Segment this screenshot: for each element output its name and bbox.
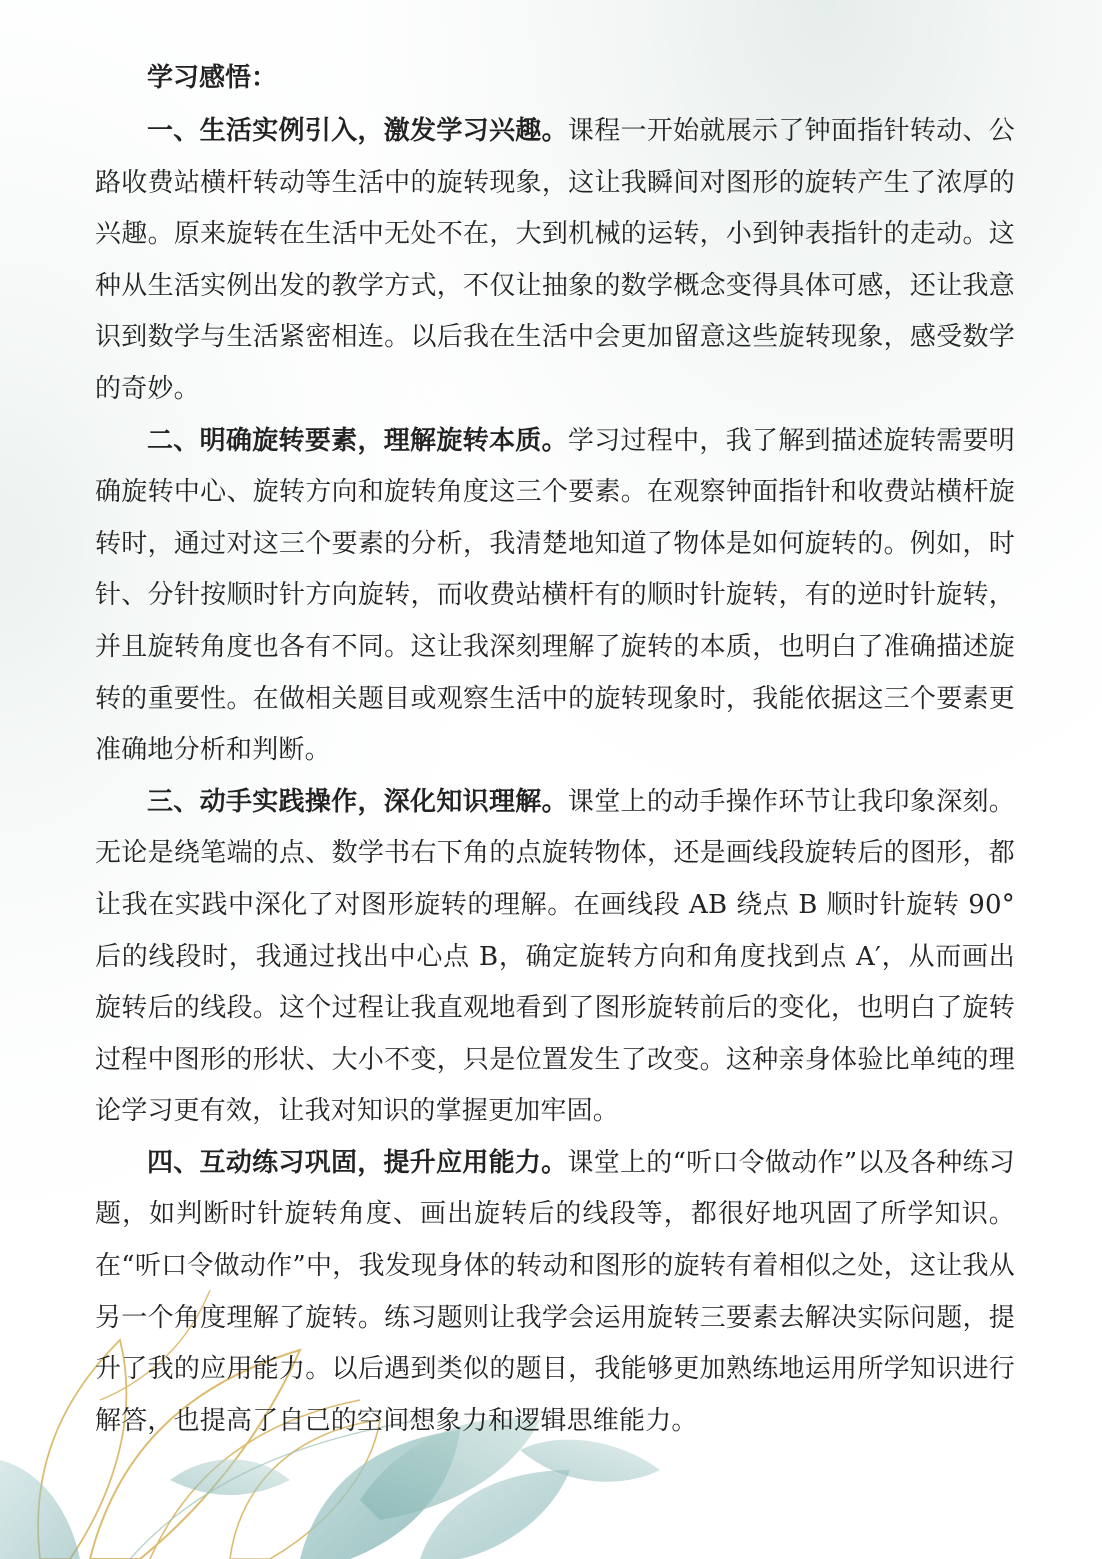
section-text: 课堂上的动手操作环节让我印象深刻。无论是绕笔端的点、数学书右下角的点旋转物体，还是画线段旋转后的图形，都让我在实践中深化了对图形旋转的理解。在画线段 AB 绕点 B 顺时针旋转 90° 后的线段时，我通过找出中心点 B，确定旋转方向和角度找到点 A′，从而画出旋转后的线段。这个过程让我直观地看到了图形旋转前后的变化，也明白了旋转过程中图形的形状、大小不变，只是位置发生了改变。这种亲身体验比单纯的理论学习更有效，让我对知识的掌握更加牢固。 <box>95 786 1016 1127</box>
section-text: 课程一开始就展示了钟面指针转动、公路收费站横杆转动等生活中的旋转现象，这让我瞬间对图形的旋转产生了浓厚的兴趣。原来旋转在生活中无处不在，大到机械的运转，小到钟表指针的走动。这种从生活实例出发的教学方式，不仅让抽象的数学概念变得具体可感，还让我意识到数学与生活紧密相连。以后我在生活中会更加留意这些旋转现象，感受数学的奇妙。 <box>95 116 1016 404</box>
section-paragraph <box>95 777 1015 1138</box>
section-lead: 三、动手实践操作，深化知识理解。 <box>147 786 568 817</box>
section-lead: 四、互动练习巩固，提升应用能力。 <box>147 1147 568 1178</box>
section-lead: 二、明确旋转要素，理解旋转本质。 <box>147 425 568 456</box>
document-body <box>95 106 1015 1447</box>
section-paragraph <box>95 1138 1015 1448</box>
document-heading: 学习感悟： <box>147 63 278 93</box>
section-text: 课堂上的“听口令做动作”以及各种练习题，如判断时针旋转角度、画出旋转后的线段等，都很好地巩固了所学知识。在“听口令做动作”中，我发现身体的转动和图形的旋转有着相似之处，这让我从另一个角度理解了旋转。练习题则让我学会运用旋转三要素去解决实际问题，提升了我的应用能力。以后遇到类似的题目，我能够更加熟练地运用所学知识进行解答，也提高了自己的空间想象力和逻辑思维能力。 <box>95 1147 1015 1436</box>
section-lead: 一、生活实例引入，激发学习兴趣。 <box>147 116 568 146</box>
section-paragraph <box>95 106 1015 416</box>
section-text: 学习过程中，我了解到描述旋转需要明确旋转中心、旋转方向和旋转角度这三个要素。在观察钟面指针和收费站横杆旋转时，通过对这三个要素的分析，我清楚地知道了物体是如何旋转的。例如，时针、分针按顺时针方向旋转，而收费站横杆有的顺时针旋转，有的逆时针旋转，并且旋转角度也各有不同。这让我深刻理解了旋转的本质，也明白了准确描述旋转的重要性。在做相关题目或观察生活中的旋转现象时，我能依据这三个要素更准确地分析和判断。 <box>95 425 1016 766</box>
section-paragraph <box>95 416 1015 777</box>
